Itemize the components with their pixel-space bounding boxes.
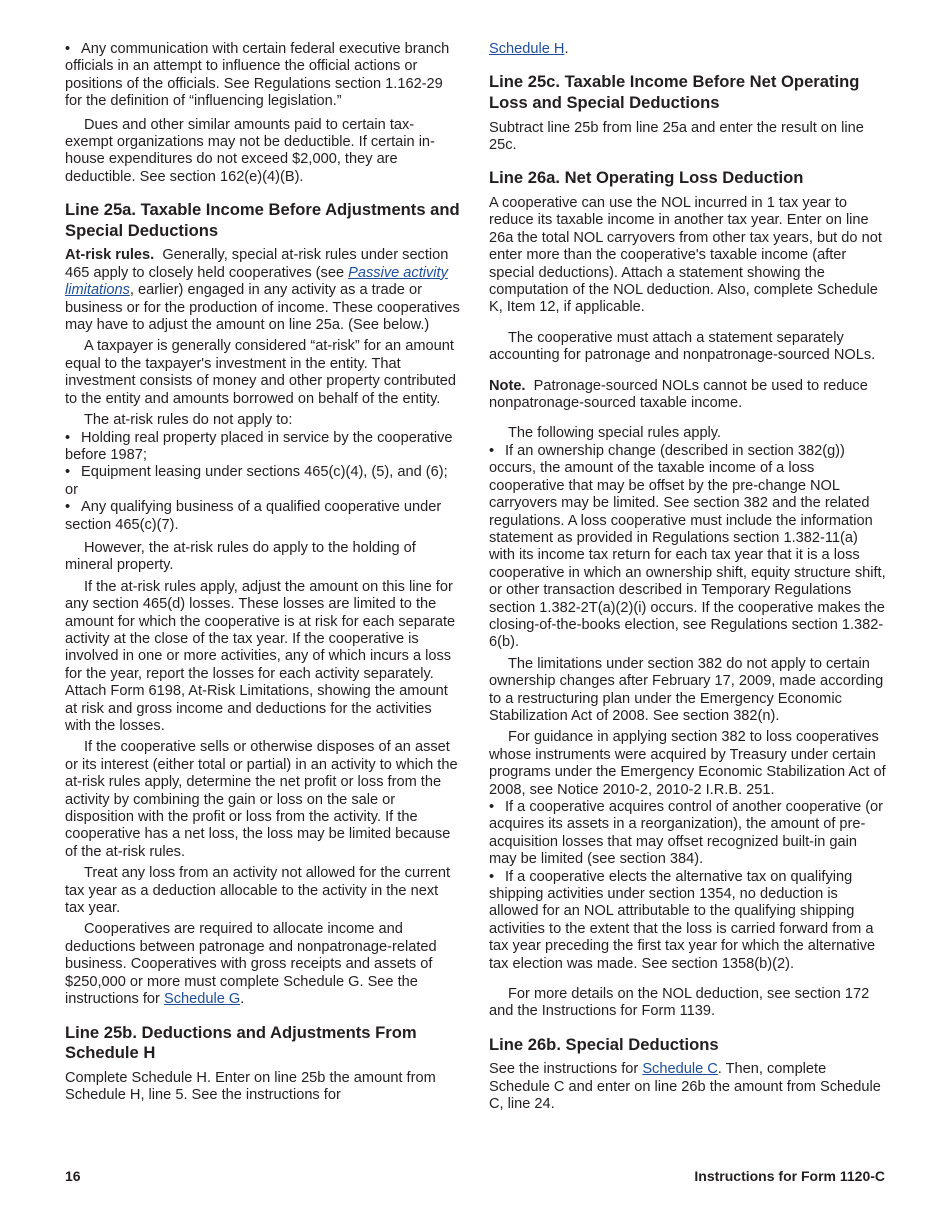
bullet-text: Any qualifying business of a qualified cooperative under section 465(c)(7).: [65, 499, 442, 533]
bullet-dot-icon: •: [489, 442, 495, 459]
allocation-text: Cooperatives are required to allocate income and deductions between patronage and nonpatronage-related business. Cooperatives with gross receipts and assets of $250,000 or more must complete Schedule G. See the instructions for: [65, 921, 437, 1008]
bullet-dot-icon: •: [65, 429, 71, 446]
bullet-real-property: [65, 430, 461, 465]
page-number: 16: [65, 1168, 81, 1184]
bullet-alternative-tax: [489, 869, 887, 973]
paragraph-schedule-h: Complete Schedule H. Enter on line 25b the amount from Schedule H, line 5. See the instructions for: [65, 1069, 436, 1104]
paragraph-special-rules: The following special rules apply.: [508, 425, 722, 442]
heading-line-26a: Line 26a. Net Operating Loss Deduction: [489, 168, 804, 188]
bullet-communication: [65, 41, 461, 111]
bullet-text: Equipment leasing under sections 465(c)(4), (5), and (6); or: [65, 464, 448, 498]
paragraph-at-risk-rules: [65, 247, 461, 334]
footer-title: Instructions for Form 1120-C: [694, 1168, 885, 1184]
at-risk-label: At-risk rules.: [65, 247, 155, 264]
at-risk-text-continued: , earlier) engaged in any activity as a trade or business or for the production of income. These cooperatives may have to adjust the amount on line 25a. (See below.): [65, 282, 460, 334]
bullet-ownership-change: [489, 443, 887, 652]
bullet-text: If a cooperative acquires control of another cooperative (or acquires its assets in a reorganization), the amount of pre-acquisition losses that may offset recognized built-in gain may be limited (see section 384).: [489, 799, 884, 868]
heading-line-25c: Line 25c. Taxable Income Before Net Operating Loss and Special Deductions: [489, 72, 860, 112]
bullet-qualifying-business: [65, 499, 461, 534]
paragraph-465d-losses: If the at-risk rules apply, adjust the amount on this line for any section 465(d) losses. These losses are limited to the amount for which the cooperative is at risk for each separate activity at the close of the tax year. If the cooperative is involved in one or more activities, any of which incurs a loss for the year, report the losses for each activity separately. Attach Form 6198, At-Risk Limitations, showing the amount at risk and gross income and deductions for the activities with the losses.: [65, 578, 456, 734]
heading-line-25a: Line 25a. Taxable Income Before Adjustments and Special Deductions: [65, 200, 460, 240]
paragraph-guidance-382: For guidance in applying section 382 to loss cooperatives whose instruments were acquired by Treasury under certain programs under the Emergency Economic Stabilization Act of 2008, see Notice 2010-2, 2010-2 I.R.B. 251.: [489, 729, 886, 798]
paragraph-section-382-limits: The limitations under section 382 do not apply to certain ownership changes after February 17, 2009, made according to a restructuring plan under the Emergency Economic Stabilization Act of 2008. See section 382(n).: [489, 655, 884, 724]
at-risk-text: Generally, special at-risk rules under section 465 apply to closely held cooperatives (see: [65, 247, 449, 281]
paragraph-note: [489, 378, 887, 413]
schedule-h-link[interactable]: Schedule H: [489, 41, 565, 57]
left-column: [65, 41, 461, 1105]
right-column: [489, 41, 887, 1114]
schedule-c-link[interactable]: Schedule C: [642, 1061, 718, 1078]
paragraph-rules-not-apply: The at-risk rules do not apply to:: [84, 412, 293, 429]
paragraph-dues: Dues and other similar amounts paid to certain tax-exempt organizations may not be deductible. If certain in-house expenditures do not exceed $2,000, they are deductible. See section 162(e)(4)(B).: [65, 116, 435, 185]
bullet-text: Holding real property placed in service by the cooperative before 1987;: [65, 429, 453, 463]
bullet-text: Any communication with certain federal executive branch officials in an attempt to influence the official actions or positions of the officials. See Regulations section 1.162-29 for the definition of “influencing legislation.”: [65, 41, 450, 110]
paragraph-allocation: Cooperatives are required to allocate income and deductions between patronage and nonpatronage-related business. Cooperatives with gross receipts and assets of $250,000 or more must complete Schedule G. See the instructions for Schedule G.: [65, 921, 437, 1008]
bullet-text: If a cooperative elects the alternative tax on qualifying shipping activities under section 1354, no deduction is allowed for an NOL attributable to the qualifying shipping activities to the extent that the loss is carried forward from a tax year preceding the first tax year for which the alternative tax election was made. See section 1358(b)(2).: [489, 868, 876, 972]
bullet-dot-icon: •: [65, 41, 71, 57]
paragraph-more-details: For more details on the NOL deduction, see section 172 and the Instructions for Form 1139.: [489, 986, 870, 1020]
bullet-dot-icon: •: [489, 799, 495, 815]
bullet-dot-icon: •: [65, 464, 71, 481]
paragraph-nol-usage: A cooperative can use the NOL incurred in 1 tax year to reduce its taxable income in another tax year. Enter on line 26a the total NOL carryovers from other tax years, but do not enter more than the cooperative's taxable income (after special deductions). Attach a statement showing the computation of the NOL deduction. Also, complete Schedule K, Item 12, if applicable.: [489, 195, 882, 316]
bullet-dot-icon: •: [65, 499, 71, 516]
paragraph-line-25c: Subtract line 25b from line 25a and enter the result on line 25c.: [489, 119, 864, 153]
note-label: Note.: [489, 377, 526, 394]
paragraph-taxpayer-at-risk: A taxpayer is generally considered “at-risk” for an amount equal to the taxpayer's investment in the entity. That investment consists of money and other property contributed to the entity and amounts borrowed on behalf of the entity.: [65, 338, 456, 407]
heading-line-26b: Line 26b. Special Deductions: [489, 1034, 719, 1054]
paragraph-special-deductions: [489, 1061, 887, 1113]
note-text: Patronage-sourced NOLs cannot be used to reduce nonpatronage-sourced taxable income.: [489, 377, 868, 412]
bullet-text: If an ownership change (described in section 382(g)) occurs, the amount of the taxable income of a loss cooperative that may be offset by the pre-change NOL carryovers may be limited. See section 382 and the related regulations. A loss cooperative must include the information statement as provided in Regulations section 1.382-11(a) with its income tax return for each tax year that it is a loss cooperative in which an ownership shift, equity structure shift, or other transaction described in Temporary Regulations section 1.382-2T(a)(2)(i) occurs. If the cooperative makes the closing-of-the-books election, see Regulations section 1.382-6(b).: [489, 442, 886, 651]
special-deductions-text: See the instructions for: [489, 1061, 639, 1078]
paragraph-mineral-property: However, the at-risk rules do apply to the holding of mineral property.: [65, 539, 416, 574]
schedule-g-link[interactable]: Schedule G: [163, 991, 241, 1008]
continued-text: Schedule H.: [489, 41, 569, 57]
bullet-dot-icon: •: [489, 868, 495, 885]
bullet-equipment-leasing: [65, 464, 461, 499]
paragraph-attach-statement: The cooperative must attach a statement separately accounting for patronage and nonpatronage-sourced NOLs.: [489, 329, 876, 364]
passive-activity-link[interactable]: Passive activity limitations: [65, 264, 448, 299]
paragraph-disposition: If the cooperative sells or otherwise disposes of an asset or its interest (either total or partial) in an activity to which the at-risk rules apply, determine the net profit or loss from the activity by combining the gain or loss on the sale or disposition with the profit or loss from the activity. If the cooperative has a net loss, the loss may be limited because of the at-risk rules.: [65, 739, 458, 860]
bullet-acquires-control: [489, 799, 887, 869]
special-deductions-text-continued: . Then, complete Schedule C and enter on line 26b the amount from Schedule C, line 24.: [489, 1061, 881, 1113]
heading-line-25b: Line 25b. Deductions and Adjustments From Schedule H: [65, 1022, 417, 1063]
paragraph-disallowed-loss: Treat any loss from an activity not allowed for the current tax year as a deduction allocable to the activity in the next tax year.: [65, 865, 451, 917]
